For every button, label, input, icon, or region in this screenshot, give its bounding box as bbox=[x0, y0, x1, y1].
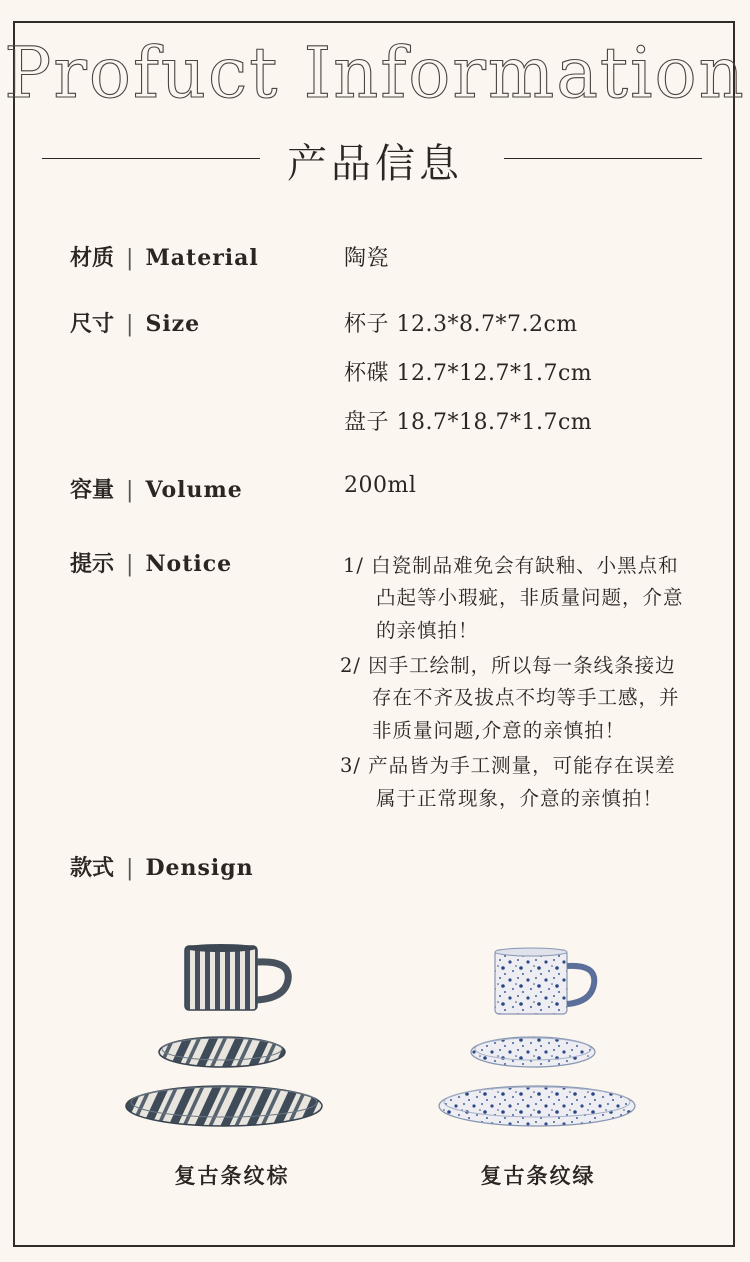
separator: | bbox=[126, 312, 134, 337]
volume-value: 200ml bbox=[344, 473, 417, 498]
size-label bbox=[70, 307, 200, 338]
size-label-cn: 尺寸 bbox=[70, 311, 115, 337]
notice-label-cn: 提示 bbox=[70, 551, 115, 577]
separator: | bbox=[126, 552, 134, 577]
material-value: 陶瓷 bbox=[344, 246, 390, 271]
design-label-en: Densign bbox=[145, 855, 254, 881]
notice-line: 凸起等小瑕疵，非质量问题，介意 bbox=[376, 586, 684, 609]
notice-line: 属于正常现象，介意的亲慎拍！ bbox=[376, 787, 664, 810]
separator: | bbox=[126, 478, 134, 503]
product-image-stripes bbox=[125, 940, 355, 1135]
separator: | bbox=[126, 246, 134, 271]
notice-line: 存在不齐及拔点不均等手工感，并 bbox=[372, 686, 680, 709]
size-value-saucer: 杯碟 12.7*12.7*1.7cm bbox=[344, 361, 593, 386]
notice-label bbox=[70, 547, 232, 578]
size-value-cup: 杯子 12.3*8.7*7.2cm bbox=[344, 312, 578, 337]
notice-line: 3/ 产品皆为手工测量，可能存在误差 bbox=[340, 754, 676, 777]
material-label-en: Material bbox=[145, 245, 259, 271]
title-divider-right bbox=[504, 158, 702, 159]
volume-label-cn: 容量 bbox=[70, 477, 115, 503]
material-label-cn: 材质 bbox=[70, 245, 115, 271]
page-title: 产品信息 bbox=[287, 141, 463, 187]
notice-line: 1/ 白瓷制品难免会有缺釉、小黑点和 bbox=[343, 554, 679, 577]
separator: | bbox=[126, 856, 134, 881]
design-caption-stripes: 复古条纹棕 bbox=[174, 1163, 290, 1188]
product-image-speckle bbox=[435, 940, 645, 1135]
size-value-plate: 盘子 18.7*18.7*1.7cm bbox=[344, 410, 593, 435]
design-label bbox=[70, 851, 254, 882]
material-label bbox=[70, 241, 259, 272]
notice-line: 非质量问题,介意的亲慎拍！ bbox=[372, 719, 626, 742]
notice-line: 2/ 因手工绘制，所以每一条线条接边 bbox=[340, 654, 676, 677]
volume-label bbox=[70, 473, 243, 504]
notice-line: 的亲慎拍！ bbox=[376, 619, 479, 642]
size-label-en: Size bbox=[145, 311, 201, 337]
volume-label-en: Volume bbox=[145, 477, 243, 503]
design-caption-speckle: 复古条纹绿 bbox=[480, 1163, 596, 1188]
notice-label-en: Notice bbox=[145, 551, 233, 577]
hero-title-en: Profuct Information bbox=[4, 32, 746, 114]
design-label-cn: 款式 bbox=[70, 855, 115, 881]
